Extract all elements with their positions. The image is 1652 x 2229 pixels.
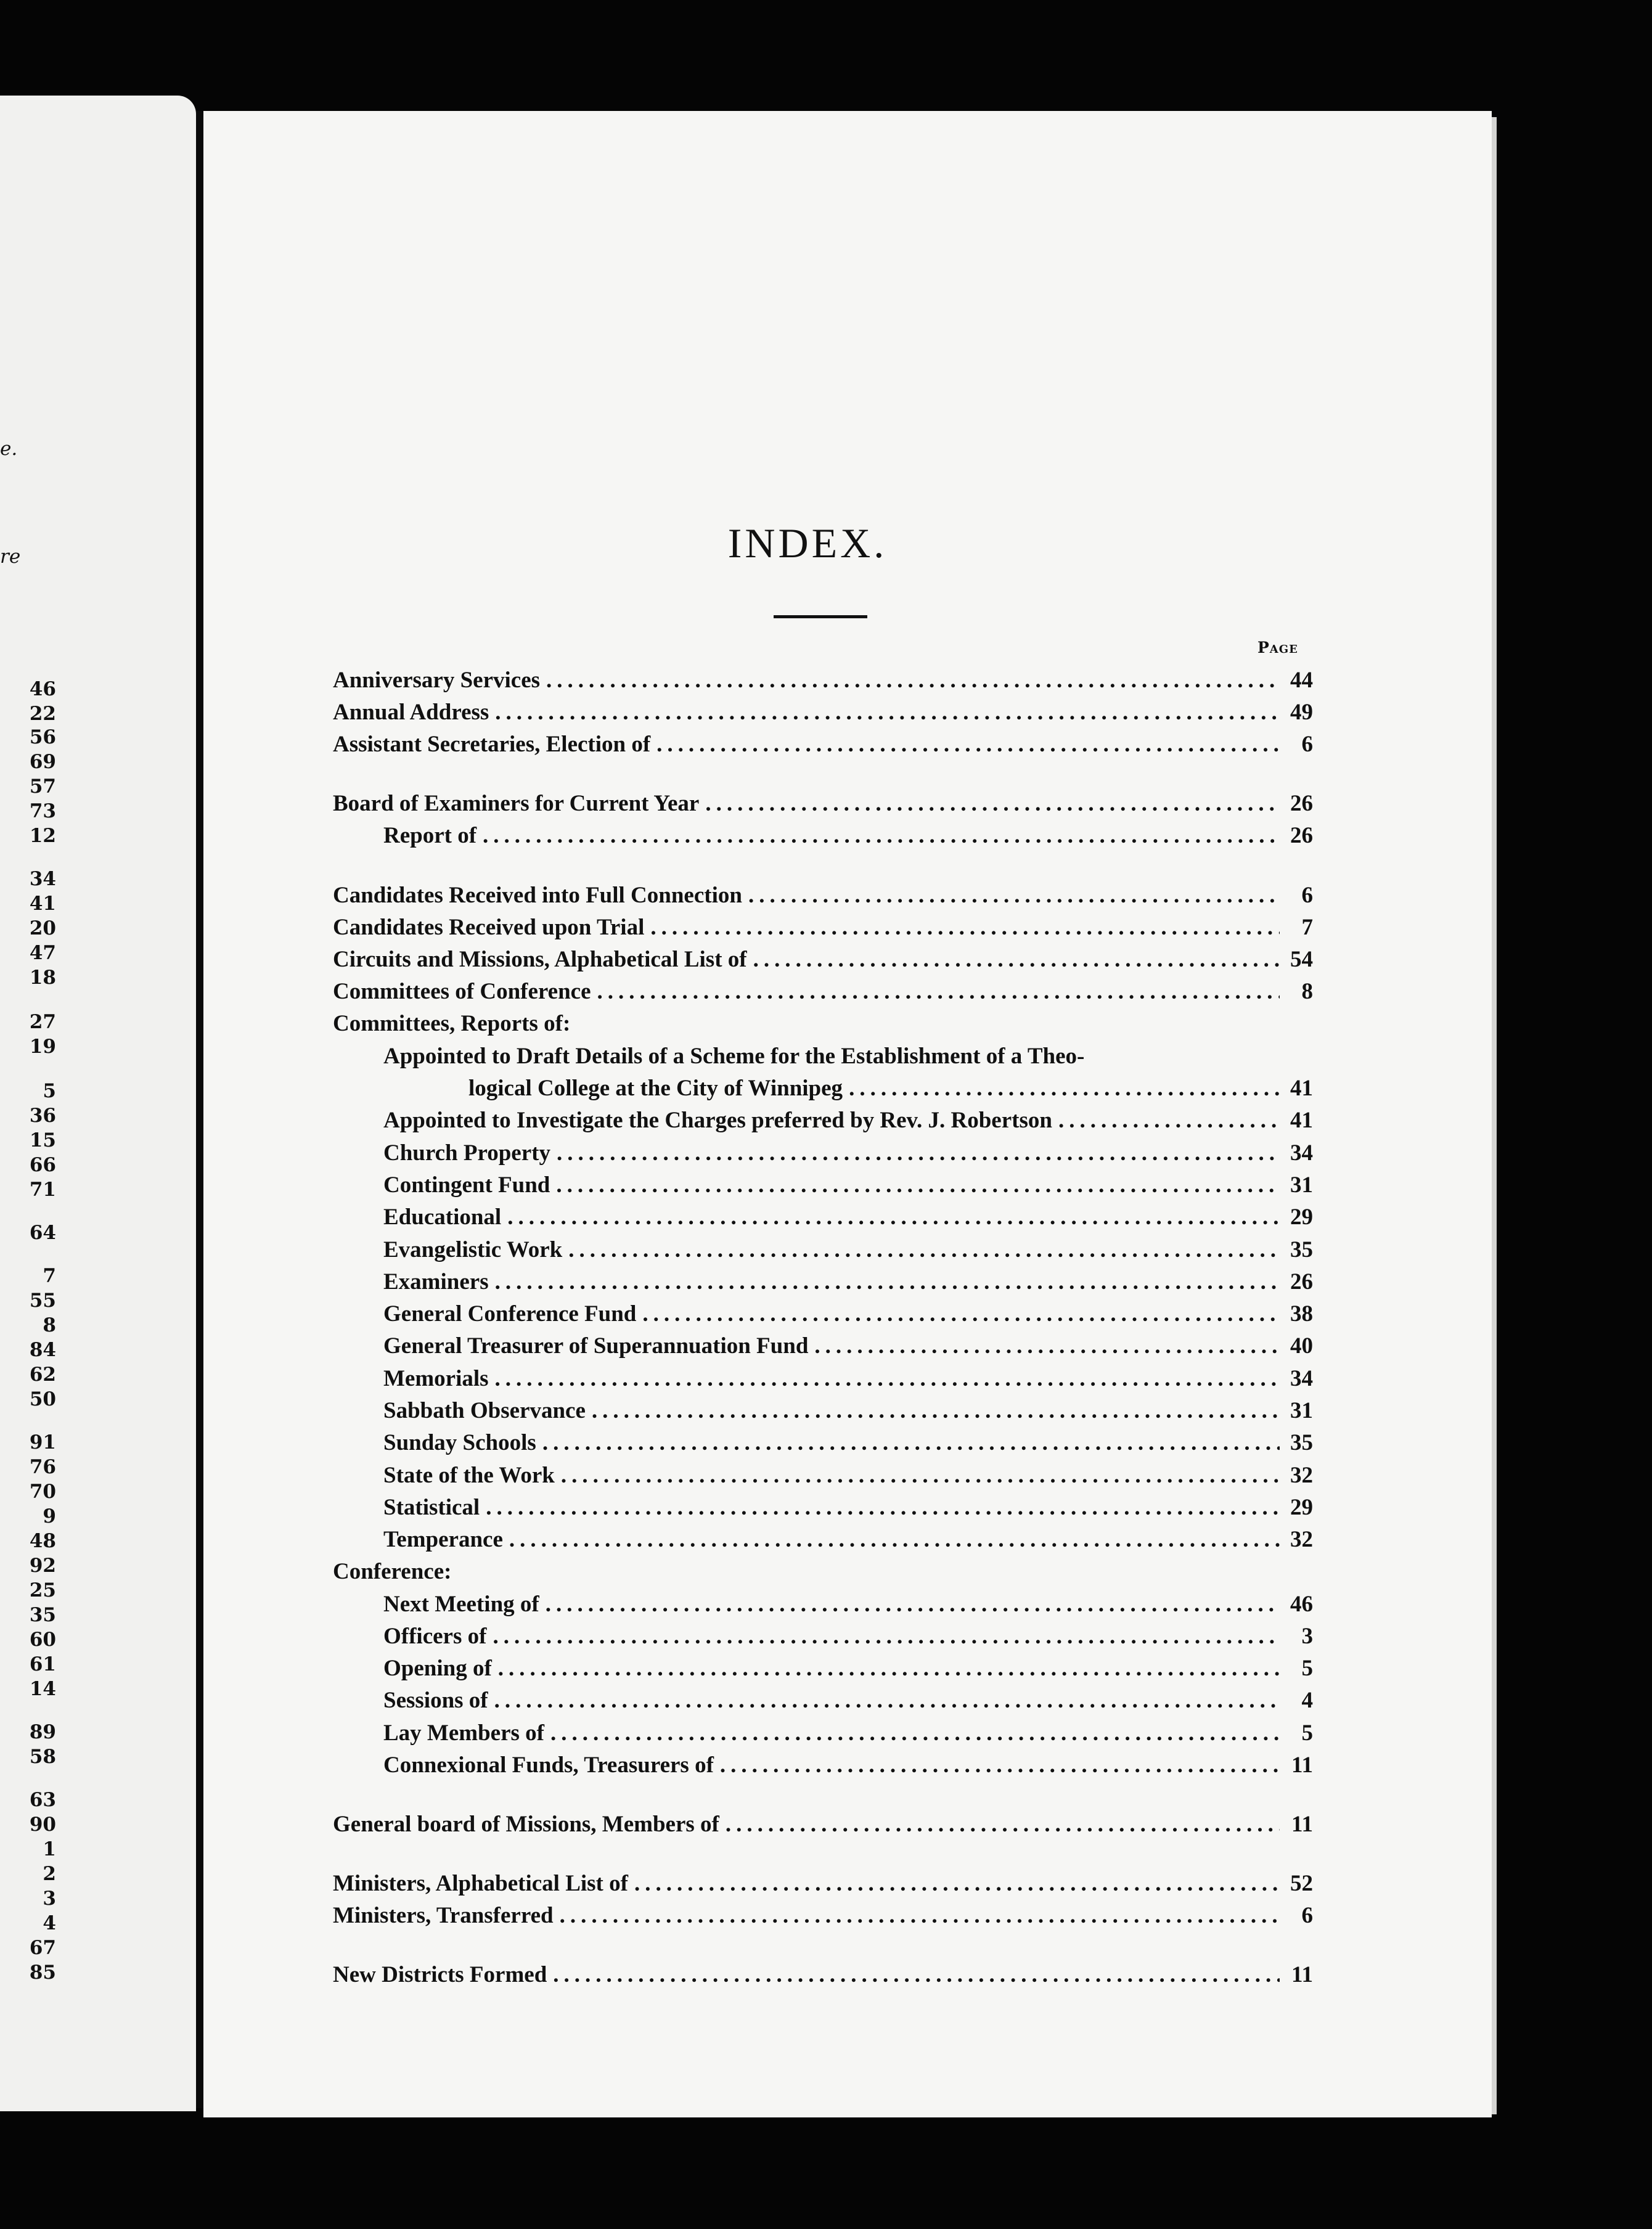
dot-leader — [556, 1172, 1280, 1198]
index-entry — [383, 1591, 1313, 1618]
dot-leader — [720, 1752, 1280, 1778]
index-entry-page: 6 — [1301, 883, 1313, 908]
index-entry — [333, 699, 1313, 726]
index-entry-page: 4 — [1301, 1688, 1313, 1713]
left-page-number: 50 — [29, 1388, 56, 1410]
left-page-number: 12 — [29, 825, 56, 847]
index-entry-page: 32 — [1290, 1527, 1313, 1552]
index-entry — [383, 1043, 1313, 1070]
index-entry-text: Contingent Fund — [383, 1172, 550, 1198]
index-entry-text: General Conference Fund — [383, 1301, 637, 1327]
index-entry — [333, 882, 1313, 909]
index-entry-text: Examiners — [383, 1269, 489, 1294]
index-entry-page: 40 — [1290, 1333, 1313, 1359]
left-page-number: 20 — [29, 917, 56, 939]
index-entry-text: Candidates Received upon Trial — [333, 915, 645, 940]
index-entry-text: Annual Address — [333, 700, 489, 725]
dot-leader — [507, 1204, 1280, 1230]
left-page-number: 91 — [29, 1431, 56, 1454]
index-entry — [383, 1655, 1313, 1682]
dot-leader — [553, 1961, 1280, 1988]
index-entry — [383, 1494, 1313, 1521]
dot-leader — [597, 978, 1280, 1005]
left-page-number: 9 — [43, 1505, 56, 1528]
left-page-number: 35 — [29, 1604, 56, 1626]
left-page-number: 63 — [29, 1789, 56, 1811]
index-entry — [383, 1397, 1313, 1424]
index-entry-text: Sunday Schools — [383, 1430, 536, 1455]
left-page — [0, 96, 196, 2111]
left-text-fragment: re — [0, 546, 21, 568]
index-entry-page: 7 — [1301, 915, 1313, 940]
dot-leader — [568, 1237, 1280, 1263]
index-entry — [333, 1010, 1313, 1037]
dot-leader — [542, 1429, 1280, 1456]
dot-leader — [509, 1526, 1280, 1553]
dot-leader — [493, 1623, 1280, 1650]
left-page-number: 66 — [29, 1154, 56, 1176]
left-page-number: 67 — [29, 1937, 56, 1959]
page-edge — [1492, 117, 1497, 2114]
index-entry-text: General board of Missions, Members of — [333, 1812, 719, 1837]
dot-leader — [550, 1720, 1280, 1746]
index-entry-page: 26 — [1290, 823, 1313, 848]
index-entry — [383, 1623, 1313, 1650]
index-entry-page: 26 — [1290, 1269, 1313, 1294]
index-entry-page: 11 — [1291, 1753, 1313, 1778]
dot-leader — [592, 1397, 1280, 1424]
left-page-number: 62 — [29, 1364, 56, 1386]
index-entry-text: Ministers, Transferred — [333, 1903, 554, 1928]
index-entry-text: Church Property — [383, 1140, 550, 1166]
left-page-number: 71 — [29, 1179, 56, 1201]
index-entry-page: 34 — [1290, 1140, 1313, 1166]
index-entry — [383, 1269, 1313, 1295]
dot-leader — [561, 1462, 1280, 1489]
dot-leader — [705, 790, 1280, 817]
index-entry — [383, 1172, 1313, 1198]
index-entry-page: 44 — [1290, 668, 1313, 693]
left-page-number: 92 — [29, 1555, 56, 1577]
left-page-number: 4 — [43, 1912, 56, 1934]
left-page-number: 5 — [43, 1080, 56, 1102]
index-entry-page: 35 — [1290, 1237, 1313, 1262]
index-entry — [383, 1204, 1313, 1230]
index-entry — [333, 978, 1313, 1005]
left-page-number: 36 — [29, 1105, 56, 1127]
index-entry — [333, 1558, 1313, 1585]
index-entry — [383, 1237, 1313, 1263]
index-entry — [333, 790, 1313, 817]
index-entry-text: Assistant Secretaries, Election of — [333, 732, 651, 757]
index-entry — [383, 1687, 1313, 1714]
index-entry-text: Circuits and Missions, Alphabetical List of — [333, 947, 747, 972]
left-page-number: 64 — [29, 1222, 56, 1244]
index-entry-page: 35 — [1290, 1430, 1313, 1455]
dot-leader — [546, 667, 1280, 693]
left-page-number: 34 — [29, 868, 56, 890]
index-entry-text: General Treasurer of Superannuation Fund — [383, 1333, 809, 1359]
left-page-number: 27 — [29, 1011, 56, 1033]
left-page-number: 61 — [29, 1653, 56, 1675]
index-entry-page: 31 — [1290, 1172, 1313, 1198]
index-entry-page: 52 — [1290, 1871, 1313, 1896]
index-entry-text: Educational — [383, 1204, 502, 1230]
left-page-number: 57 — [29, 775, 56, 798]
index-entry-page: 34 — [1290, 1366, 1313, 1391]
dot-leader — [849, 1075, 1280, 1102]
index-entry-text: Candidates Received into Full Connection — [333, 883, 742, 908]
index-entry-page: 29 — [1290, 1204, 1313, 1230]
index-entry-page: 6 — [1301, 1903, 1313, 1928]
index-entry-text: Lay Members of — [383, 1720, 544, 1746]
left-page-number: 7 — [43, 1265, 56, 1287]
index-entry-page: 5 — [1301, 1656, 1313, 1681]
index-entry-page: 38 — [1290, 1301, 1313, 1327]
index-entry-page: 41 — [1290, 1076, 1313, 1101]
dot-leader — [634, 1870, 1280, 1897]
index-entry-text: Report of — [383, 823, 477, 848]
index-entry-page: 49 — [1290, 700, 1313, 725]
index-entry-text: New Districts Formed — [333, 1962, 547, 1987]
index-entry — [383, 1301, 1313, 1327]
left-page-number: 15 — [29, 1129, 56, 1151]
left-page-number: 58 — [29, 1746, 56, 1768]
left-page-number: 14 — [29, 1678, 56, 1700]
left-page-number: 3 — [43, 1887, 56, 1910]
left-page-number: 56 — [29, 726, 56, 748]
index-entry — [468, 1075, 1313, 1102]
dot-leader — [494, 1687, 1280, 1714]
index-entry — [333, 1961, 1313, 1988]
left-page-number: 19 — [29, 1036, 56, 1058]
index-entry-text: Connexional Funds, Treasurers of — [383, 1753, 714, 1778]
left-page-number: 90 — [29, 1814, 56, 1836]
title-rule — [774, 615, 867, 618]
index-entry — [333, 914, 1313, 941]
index-entry-text: Temperance — [383, 1527, 503, 1552]
dot-leader — [748, 882, 1280, 909]
index-entry-page: 5 — [1301, 1720, 1313, 1746]
index-entry-text: logical College at the City of Winnipeg — [468, 1076, 843, 1101]
index-entry — [383, 1720, 1313, 1746]
dot-leader — [495, 1365, 1280, 1392]
dot-leader — [650, 914, 1280, 941]
left-page-number: 89 — [29, 1721, 56, 1743]
index-entry — [333, 1811, 1313, 1838]
dot-leader — [814, 1333, 1280, 1359]
index-entry-text: Committees of Conference — [333, 979, 591, 1004]
left-page-number: 8 — [43, 1314, 56, 1336]
index-entry — [383, 1752, 1313, 1778]
index-entry-text: Board of Examiners for Current Year — [333, 791, 700, 816]
dot-leader — [546, 1591, 1280, 1618]
index-entry-page: 11 — [1291, 1812, 1313, 1837]
index-entry-text: Sabbath Observance — [383, 1398, 586, 1423]
index-entry — [333, 731, 1313, 758]
left-page-number: 1 — [43, 1838, 56, 1860]
index-entry — [383, 1526, 1313, 1553]
left-text-fragment: e. — [0, 438, 18, 460]
index-entry-text: Memorials — [383, 1366, 489, 1391]
index-entry-page: 41 — [1290, 1108, 1313, 1133]
index-entry-text: Opening of — [383, 1656, 492, 1681]
index-entry-text: Statistical — [383, 1495, 480, 1520]
dot-leader — [560, 1902, 1280, 1929]
dot-leader — [495, 699, 1280, 726]
dot-leader — [498, 1655, 1280, 1682]
left-page-number: 18 — [29, 967, 56, 989]
left-page-number: 41 — [29, 893, 56, 915]
index-entry-page: 31 — [1290, 1398, 1313, 1423]
index-entry-page: 46 — [1290, 1592, 1313, 1617]
index-entry-text: State of the Work — [383, 1463, 555, 1488]
dot-leader — [642, 1301, 1280, 1327]
index-entry-text: Evangelistic Work — [383, 1237, 563, 1262]
index-entry-page: 8 — [1301, 979, 1313, 1004]
index-entry-text: Appointed to Investigate the Charges preferred by Rev. J. Robertson — [383, 1108, 1052, 1133]
index-entry-text: Ministers, Alphabetical List of — [333, 1871, 628, 1896]
index-entry — [383, 1107, 1313, 1134]
left-page-number: 60 — [29, 1629, 56, 1651]
index-entry-page: 32 — [1290, 1463, 1313, 1488]
index-entry-text: Conference: — [333, 1559, 452, 1584]
dot-leader — [495, 1269, 1280, 1295]
left-page-numbers — [0, 96, 59, 2111]
index-entry — [333, 1870, 1313, 1897]
index-entry — [383, 1429, 1313, 1456]
left-page-number: 69 — [29, 751, 56, 773]
index-entry-text: Appointed to Draft Details of a Scheme for the Establishment of a Theo- — [383, 1044, 1085, 1069]
index-entry — [383, 1140, 1313, 1166]
index-entry-page: 11 — [1291, 1962, 1313, 1987]
left-page-number: 22 — [29, 703, 56, 725]
left-page-number: 2 — [43, 1863, 56, 1885]
index-entry — [383, 1333, 1313, 1359]
index-entry — [333, 946, 1313, 973]
index-entry — [333, 667, 1313, 693]
index-entry-page: 26 — [1290, 791, 1313, 816]
left-page-number: 70 — [29, 1481, 56, 1503]
left-page-number: 46 — [29, 678, 56, 700]
index-entry — [383, 1365, 1313, 1392]
dot-leader — [557, 1140, 1280, 1166]
dot-leader — [726, 1811, 1280, 1838]
left-page-number: 47 — [29, 942, 56, 964]
index-entry — [383, 1462, 1313, 1489]
index-entry — [383, 822, 1313, 849]
left-page-number: 48 — [29, 1530, 56, 1552]
left-page-number: 84 — [29, 1339, 56, 1361]
index-entry-page: 3 — [1301, 1624, 1313, 1649]
index-entry-text: Anniversary Services — [333, 668, 541, 693]
dot-leader — [753, 946, 1280, 973]
dot-leader — [1058, 1107, 1280, 1134]
index-entry — [333, 1902, 1313, 1929]
index-entry-page: 29 — [1290, 1495, 1313, 1520]
dot-leader — [486, 1494, 1280, 1521]
dot-leader — [656, 731, 1280, 758]
left-page-number: 73 — [29, 800, 56, 822]
dot-leader — [483, 822, 1280, 849]
left-page-number: 85 — [29, 1961, 56, 1984]
left-page-number: 25 — [29, 1579, 56, 1601]
left-page-number: 76 — [29, 1456, 56, 1478]
left-page-number: 55 — [29, 1290, 56, 1312]
index-entry-text: Officers of — [383, 1624, 487, 1649]
index-entry-text: Next Meeting of — [383, 1592, 539, 1617]
index-entry-page: 54 — [1290, 947, 1313, 972]
index-entry-text: Sessions of — [383, 1688, 488, 1713]
page-column-header: Page — [1257, 639, 1298, 656]
index-entry-page: 6 — [1301, 732, 1313, 757]
index-entry-text: Committees, Reports of: — [333, 1011, 571, 1036]
page-title: INDEX. — [727, 520, 888, 566]
